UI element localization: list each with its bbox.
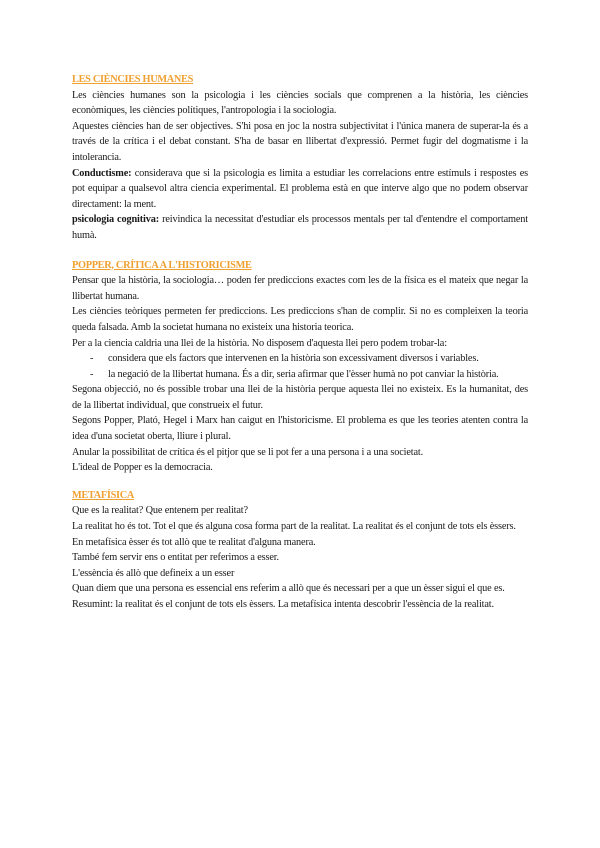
paragraph-conductisme bbox=[72, 166, 528, 213]
paragraph: Resumint: la realitat és el conjunt de tots els èssers. La metafísica intenta descobrir l'essència de la realitat. bbox=[72, 599, 494, 610]
document-page bbox=[72, 72, 528, 613]
section-heading-metafisica: METAFÍSICA bbox=[72, 489, 135, 501]
paragraph-psicologia-cognitiva bbox=[72, 212, 528, 243]
list-item bbox=[72, 367, 528, 383]
term-conductisme: Conductisme: bbox=[72, 167, 132, 179]
section-heading-ciencies-humanes: LES CIÈNCIES HUMANES bbox=[72, 74, 194, 85]
paragraph: Segona objecció, no és possible trobar una llei de la història perque aquesta llei no existeix. Es la humanitat, des de la llibertat individual, que construeix el futur. bbox=[72, 384, 528, 411]
definition-text: reivindica la necessitat d'estudiar els processos mentals per tal d'entendre el comportament humà. bbox=[72, 214, 529, 241]
definition-text: considerava que si la psicologia es limita a estudiar les correlacions entre estímuls i respostes es pot equipar a qualsevol altra ciencia experimental. El problema està en que interve algo que no podem observar directament: la ment. bbox=[72, 167, 528, 210]
paragraph: També fem servir ens o entitat per referimos a esser. bbox=[72, 552, 279, 564]
paragraph: Segons Popper, Plató, Hegel i Marx han caigut en l'historicisme. El problema es que les teories atenten contra la idea d'una societat oberta, lliure i plural. bbox=[72, 415, 528, 443]
paragraph: Anular la possibilitat de crítica és el pitjor que se li pot fer a una persona i a una societat. bbox=[72, 446, 424, 458]
section-heading-popper: POPPER, CRÍTICA A L'HISTORICISME bbox=[72, 259, 252, 271]
objection-list bbox=[72, 351, 528, 382]
paragraph: Aquestes ciències han de ser objectives. S'hi posa en joc la nostra subjectivitat i l'única manera de superar-la és a través de la crítica i el debat constant. S'ha de basar en llibertat d'expressió. Permet fugir del dogmatisme i la intolerancia. bbox=[72, 120, 528, 163]
paragraph: L'ideal de Popper es la democracia. bbox=[72, 462, 213, 474]
list-item-text: la negació de la llibertat humana. És a dir, seria afirmar que l'èsser humà no pot canviar la història. bbox=[108, 368, 499, 380]
paragraph: Les ciències teòriques permeten fer prediccions. Les prediccions s'han de complir. Si no es compleixen la teoria queda falsada. Amb la societat humana no existeix una historia teorica. bbox=[72, 306, 528, 333]
paragraph: Quan diem que una persona es essencial ens referim a allò que és necessari per a que un èsser sigui el que es. bbox=[72, 583, 505, 595]
dash-bullet: - bbox=[90, 368, 94, 380]
spacer bbox=[72, 476, 528, 488]
list-item bbox=[72, 351, 528, 367]
paragraph: Pensar que la història, la sociologia… poden fer prediccions exactes com les de la física es el mateix que negar la llibertat humana. bbox=[72, 275, 528, 302]
paragraph: L'essència és allò que defineix a un esser bbox=[72, 567, 235, 579]
paragraph: La realitat ho és tot. Tot el que és alguna cosa forma part de la realitat. La realitat és el conjunt de tots els èssers. bbox=[72, 521, 516, 533]
paragraph: En metafísica èsser és tot allò que te realitat d'alguna manera. bbox=[72, 536, 316, 548]
dash-bullet: - bbox=[90, 353, 94, 365]
list-item-text: considera que els factors que intervenen en la història son excessivament diversos i variables. bbox=[108, 353, 479, 365]
paragraph: Que es la realitat? Que entenem per realitat? bbox=[72, 505, 248, 517]
spacer bbox=[72, 244, 528, 258]
term-psicologia-cognitiva: psicologia cognitiva: bbox=[72, 214, 160, 226]
paragraph: Per a la ciencia caldria una llei de la història. No disposem d'aquesta llei pero podem trobar-la: bbox=[72, 337, 447, 349]
paragraph: Les ciències humanes son la psicologia i les ciències socials que comprenen a la història, les ciències econòmiques, les ciències polítiques, l'antropologia i la sociologia. bbox=[72, 89, 528, 117]
